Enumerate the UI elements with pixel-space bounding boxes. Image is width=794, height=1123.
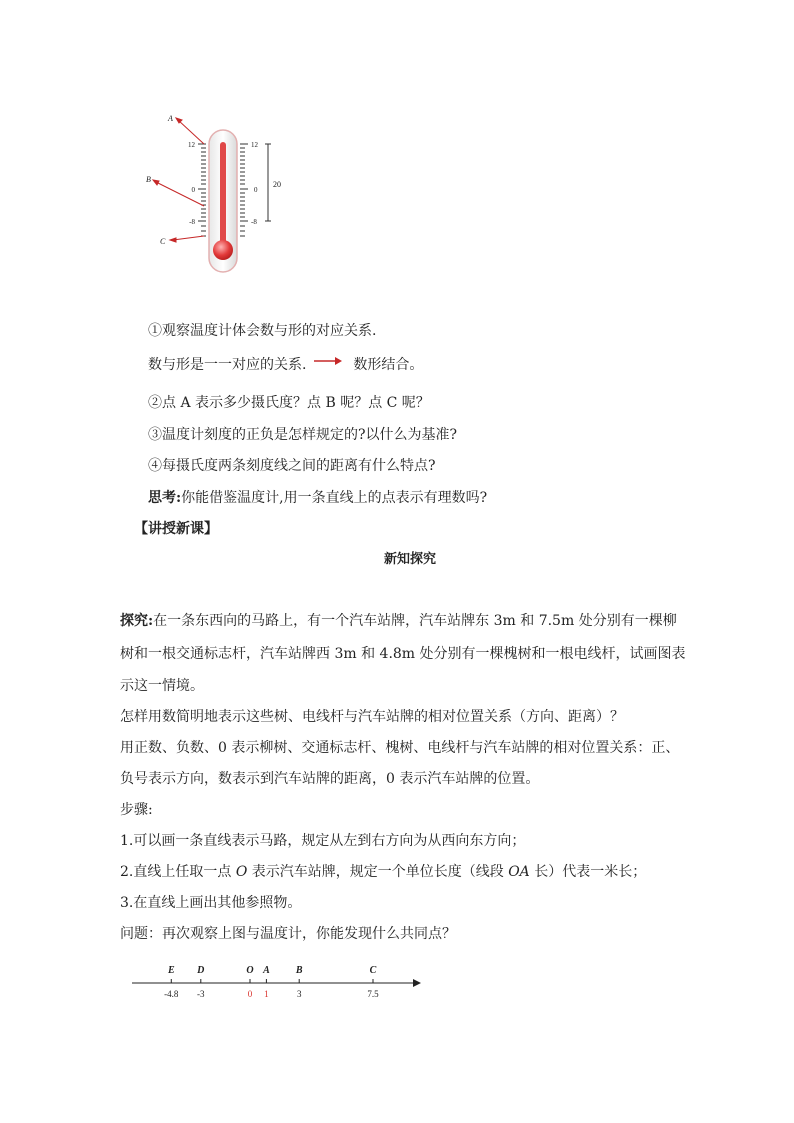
pointer-arrows xyxy=(153,118,204,242)
number-line-letter-d: D xyxy=(197,965,205,976)
step-2-part-c: 长）代表一米长； xyxy=(529,864,647,880)
right-label-12: 12 xyxy=(251,141,258,149)
relation-right-text: 数形结合。 xyxy=(353,357,424,373)
steps-title: 步骤: xyxy=(120,802,153,818)
right-arrow-icon xyxy=(313,355,343,367)
section-heading: 【讲授新课】 xyxy=(134,521,218,537)
explore-line-2: 树和一根交通标志杆，汽车站牌西 3m 和 4.8m 处分别有一棵槐树和一根电线杆，试画图表 xyxy=(120,646,686,662)
explore-line-1-text: 在一条东西向的马路上，有一个汽车站牌，汽车站牌东 3m 和 7.5m 处分别有一棵柳 xyxy=(153,613,677,629)
number-line-figure xyxy=(128,958,428,1008)
explore-label: 探究: xyxy=(120,613,154,629)
pointer-label-b: B xyxy=(146,175,151,184)
step-3: 3.在直线上画出其他参照物。 xyxy=(120,895,302,911)
explore-line-3: 示这一情境。 xyxy=(120,678,204,694)
explore-answer-1: 用正数、负数、0 表示柳树、交通标志杆、槐树、电线杆与汽车站牌的相对位置关系：正、 xyxy=(120,740,680,756)
number-line-value-e: -4.8 xyxy=(164,989,179,999)
relation-line xyxy=(148,355,423,375)
section-subheading: 新知探究 xyxy=(384,552,437,567)
step-2-point-o: O xyxy=(235,864,248,880)
number-line-letter-e: E xyxy=(167,965,175,976)
step-2 xyxy=(120,862,646,882)
left-scale-ticks xyxy=(198,144,206,236)
left-label-12: 12 xyxy=(188,141,195,149)
number-line-value-b: 3 xyxy=(296,989,302,999)
right-label-neg8: -8 xyxy=(251,218,257,226)
span-label-20: 20 xyxy=(273,180,281,189)
step-2-segment-oa: OA xyxy=(508,864,530,880)
mercury-column xyxy=(220,142,226,250)
number-line-letter-c: C xyxy=(369,965,377,976)
number-line-arrowhead xyxy=(413,979,421,987)
pointer-label-c: C xyxy=(160,237,166,246)
relation-left-text: 数与形是一一对应的关系. xyxy=(148,357,307,373)
question-3: ③温度计刻度的正负是怎样规定的?以什么为基准? xyxy=(148,427,458,443)
right-label-0: 0 xyxy=(254,186,258,194)
step-2-part-a: 2.直线上任取一点 xyxy=(120,864,236,880)
right-scale-ticks xyxy=(240,144,248,236)
number-line-value-c: 7.5 xyxy=(367,989,379,999)
left-label-0: 0 xyxy=(191,186,195,194)
thermometer-figure xyxy=(140,110,310,275)
question-4: ④每摄氏度两条刻度线之间的距离有什么特点? xyxy=(148,458,436,474)
explore-answer-2: 负号表示方向，数表示到汽车站牌的距离，0 表示汽车站牌的位置。 xyxy=(120,771,540,787)
step-1: 1.可以画一条直线表示马路，规定从左到右方向为从西向东方向； xyxy=(120,833,526,849)
think-text: 你能借鉴温度计,用一条直线上的点表示有理数吗? xyxy=(181,490,488,506)
explore-question: 怎样用数简明地表示这些树、电线杆与汽车站牌的相对位置关系（方向、距离）？ xyxy=(120,709,624,725)
number-line-value-d: -3 xyxy=(197,989,205,999)
think-line xyxy=(148,488,487,508)
thermometer-bulb xyxy=(213,240,233,260)
span-bracket xyxy=(265,144,271,221)
pointer-label-a: A xyxy=(168,114,173,123)
left-label-neg8: -8 xyxy=(189,218,195,226)
number-line-letter-o: O xyxy=(246,965,254,976)
number-line-value-a: 1 xyxy=(264,989,269,999)
step-2-part-b: 表示汽车站牌，规定一个单位长度（线段 xyxy=(247,864,509,880)
question-2: ②点 A 表示多少摄氏度？点 B 呢？点 C 呢？ xyxy=(148,395,430,411)
number-line-letter-a: A xyxy=(263,965,270,976)
problem-line: 问题：再次观察上图与温度计，你能发现什么共同点？ xyxy=(120,926,456,942)
number-line-letter-b: B xyxy=(295,965,303,976)
question-1: ①观察温度计体会数与形的对应关系. xyxy=(148,323,377,339)
think-label: 思考: xyxy=(148,490,182,506)
number-line-value-o: 0 xyxy=(247,989,253,999)
explore-line-1 xyxy=(120,611,677,631)
